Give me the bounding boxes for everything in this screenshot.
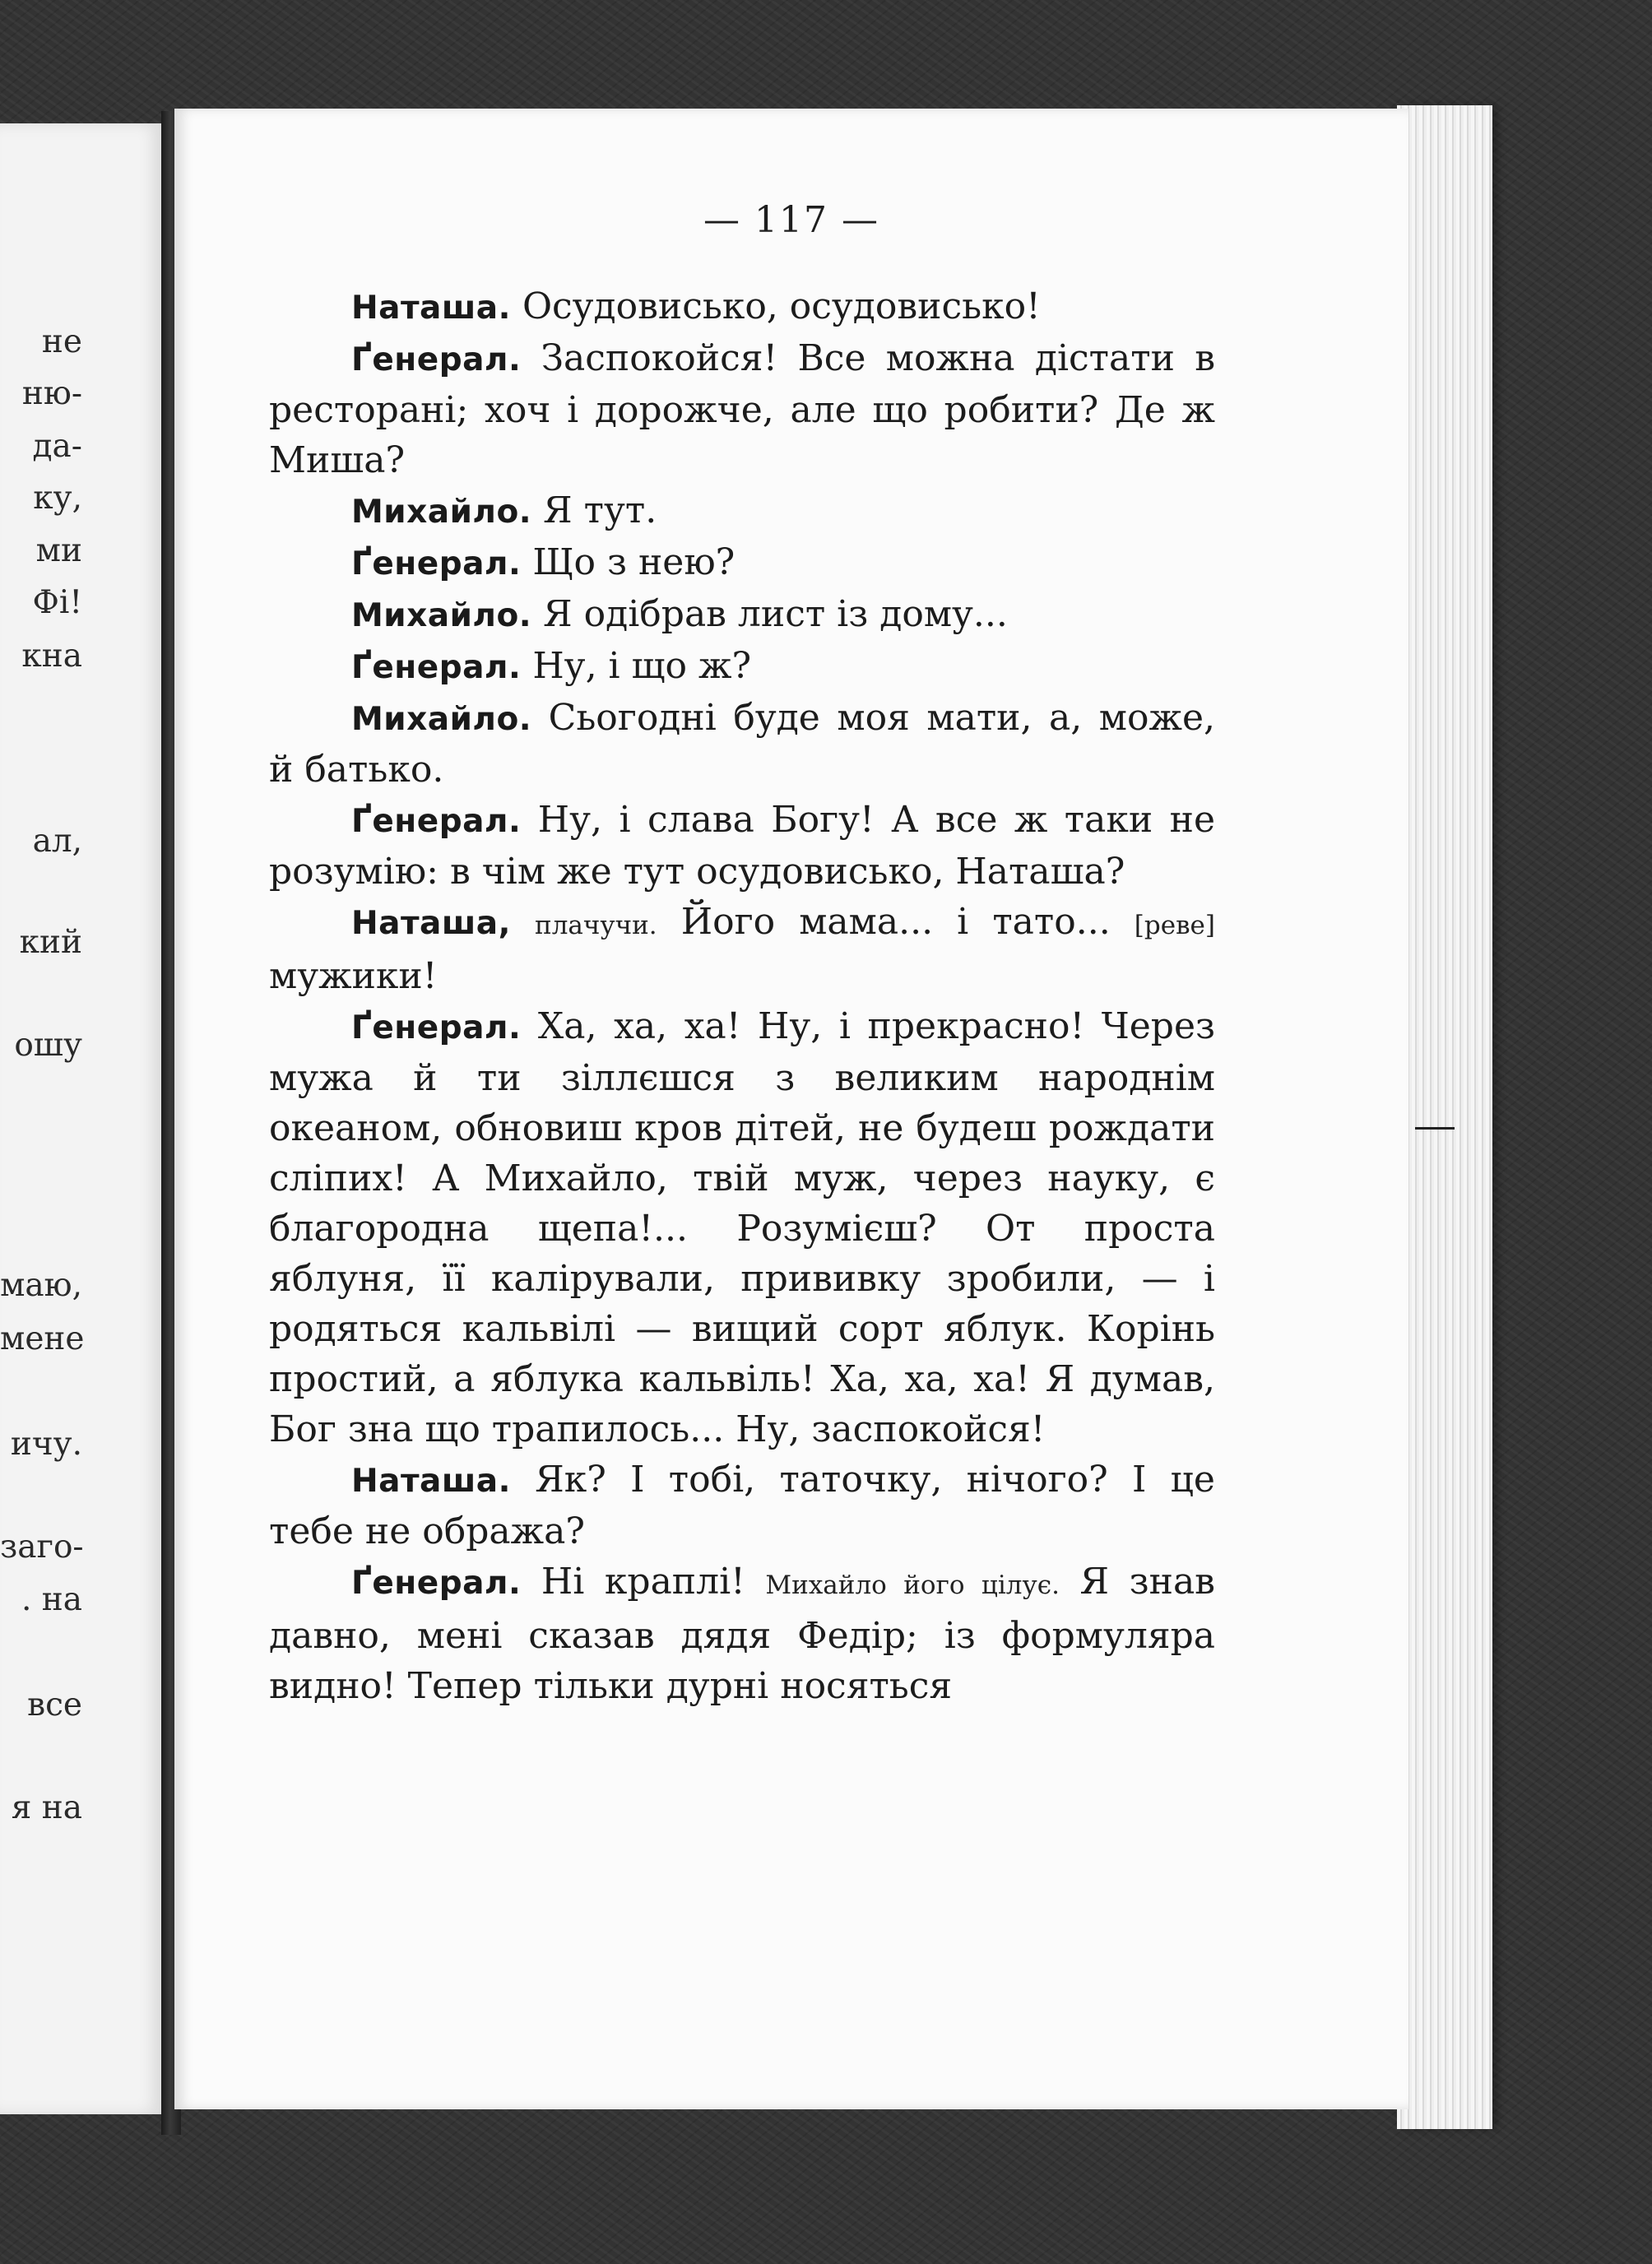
dialogue-text: Осудовисько, осудовисько! [522, 285, 1041, 327]
dialogue-text: Я одібрав лист із дому... [543, 593, 1008, 635]
dialogue-paragraph [269, 1001, 1215, 1454]
left-page-fragment: ку, [33, 480, 82, 517]
speaker-name: Наташа, [351, 905, 511, 942]
left-page-fragment: я на [11, 1789, 82, 1826]
left-page-fragment: ошу [14, 1027, 82, 1064]
dialogue-text: Ні краплі! [541, 1561, 745, 1603]
speaker-name: Михайло. [351, 597, 532, 634]
left-page-fragment: кий [19, 924, 82, 961]
left-page-fragment: маю, [0, 1267, 82, 1304]
dialogue-paragraph [269, 485, 1215, 537]
left-page [0, 123, 168, 2114]
dialogue-paragraph [269, 795, 1215, 897]
dialogue-text: Заспокойся! Все можна дістати в ресторані; хоч і дорожче, але що робити? Де ж Миша? [269, 337, 1215, 481]
stage-direction: плачучи. [535, 911, 657, 940]
speaker-name: Ґенерал. [351, 1009, 522, 1046]
speaker-name: Ґенерал. [351, 803, 522, 840]
speaker-name: Ґенерал. [351, 341, 522, 378]
page-number: — 117 — [703, 199, 879, 241]
dialogue-text: Як? І тобі, таточку, нічого? І це тебе не обража? [269, 1459, 1215, 1552]
dialogue-text: Ну, і слава Богу! А все ж таки не розумію: в чім же тут осудовисько, Наташа? [269, 799, 1215, 893]
dialogue-text: мужики! [269, 955, 438, 997]
left-page-fragment: ми [35, 532, 82, 569]
left-page-fragment: мене [0, 1320, 85, 1357]
dialogue-text: Я тут. [543, 489, 657, 531]
dialogue-paragraph [269, 589, 1215, 641]
dialogue-paragraph [269, 641, 1215, 693]
left-page-fragment: не [41, 323, 82, 360]
dialogue-paragraph [269, 1454, 1215, 1556]
dialogue-text: Я знав давно, мені сказав дядя Федір; із формуляра видно! Тепер тільки дурні носяться [269, 1561, 1215, 1707]
dialogue-paragraph [269, 693, 1215, 795]
speaker-name: Михайло. [351, 494, 532, 531]
page-edges [1397, 105, 1492, 2129]
left-page-fragment: да- [32, 428, 82, 465]
dialogue-paragraph [269, 333, 1215, 485]
dialogue-paragraph [269, 1556, 1215, 1711]
dialogue-paragraph [269, 897, 1215, 1001]
dialogue-text: Ну, і що ж? [532, 645, 752, 687]
dialogue-text: Ха, ха, ха! Ну, і прекрасно! Через мужа й ти зіллєшся з великим народнім океаном, обновиш кров дітей, не будеш рождати сліпих! А Михайло, твій муж, через науку, є благородна щепа!... Розумієш? От проста яблуня, її калірували, прививку зробили, — і родяться кальвілі — вищий сорт яблук. Корінь простий, а яблука кальвіль! Ха, ха, ха! Я думав, Бог зна що трапилось... Ну, заспокойся! [269, 1005, 1215, 1450]
left-page-fragment: ал, [32, 823, 82, 860]
stage-direction: Михайло його цілує. [765, 1570, 1060, 1600]
speaker-name: Ґенерал. [351, 545, 522, 582]
stage-direction: [реве] [1134, 911, 1215, 940]
dialogue-text: Його мама... і тато... [680, 901, 1111, 943]
left-page-fragment: Фі! [32, 584, 82, 621]
dialogue-text: Що з нею? [532, 541, 736, 583]
left-page-fragment: все [27, 1686, 82, 1724]
margin-dash-mark [1415, 1127, 1455, 1130]
left-page-fragment: заго- [0, 1529, 84, 1566]
speaker-name: Михайло. [351, 701, 532, 738]
speaker-name: Ґенерал. [351, 649, 522, 686]
left-page-fragment: ню- [21, 375, 82, 412]
dialogue-paragraph [269, 281, 1215, 333]
left-page-fragment: . на [21, 1581, 82, 1618]
speaker-name: Наташа. [351, 290, 511, 327]
left-page-fragment: ичу. [10, 1426, 82, 1463]
dialogue-text: Сьогодні буде моя мати, а, може, й батько. [269, 697, 1215, 791]
dialogue-paragraph [269, 537, 1215, 589]
right-page [174, 109, 1408, 2109]
text-block [269, 281, 1215, 1711]
left-page-fragment: кна [21, 638, 82, 675]
speaker-name: Наташа. [351, 1463, 511, 1500]
speaker-name: Ґенерал. [351, 1565, 522, 1602]
